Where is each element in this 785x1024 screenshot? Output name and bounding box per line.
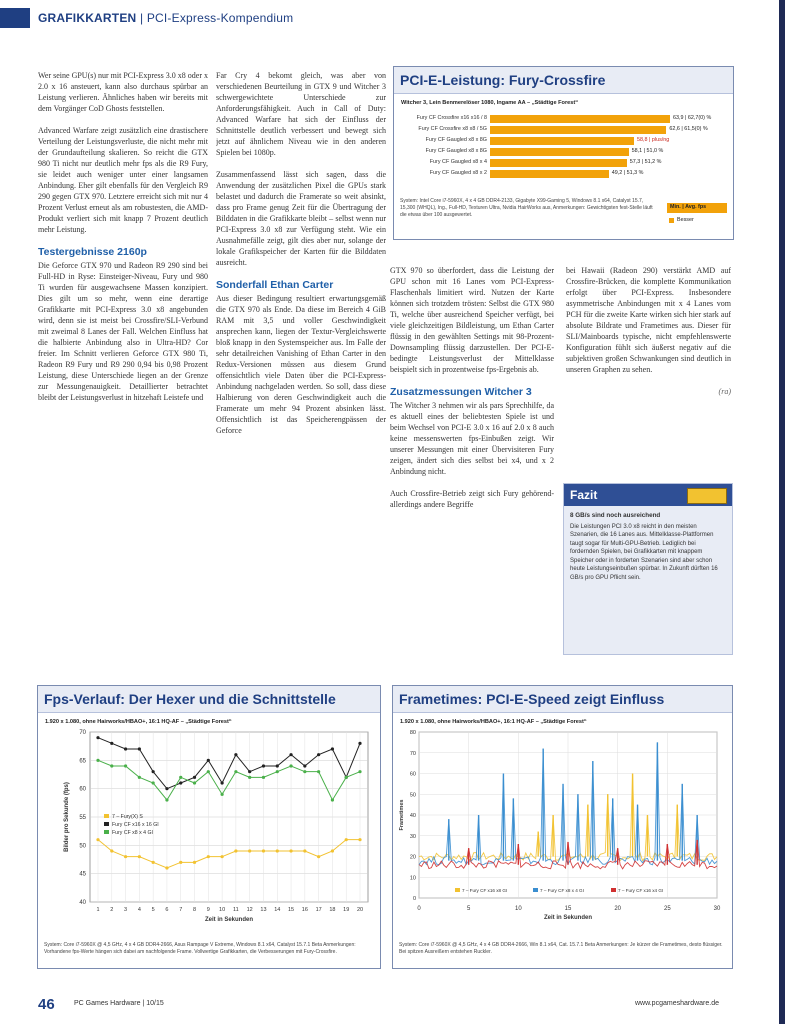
section-tab xyxy=(0,8,30,28)
paragraph: Auch Crossfire-Betrieb zeigt sich Fury gehörend-allerdings andere Begriffe xyxy=(390,489,554,509)
data-point xyxy=(248,849,251,852)
data-point xyxy=(289,753,292,756)
fps-chart xyxy=(38,726,378,946)
paragraph: Advanced Warfare zeigt zusätzlich eine drastischere Verteilung der Leistungsverluste, die nicht mehr mit der Grundaufteilung skalieren. So reicht die GTX 980 Ti nicht nur deutlich mehr fps als die R9 Fury, sie leidet auch weniger unter einer langsamen Anbindung. Eher gilt ebenfalls für den Vergleich R9 290 gegen GTX 970. Letztere erreicht sich mit nur 4 Prozent Verlust erneut als am robustesten, die AMD-Produkt verliert sich mit knapp 7 Prozent deutlich mehr Leistung. xyxy=(38,126,208,234)
crossfire-chart-header xyxy=(394,67,733,94)
x-tick-label: 11 xyxy=(233,907,239,913)
x-tick-label: 9 xyxy=(206,907,210,913)
x-tick-label: 6 xyxy=(165,907,169,913)
award-badge-icon xyxy=(687,488,727,504)
x-tick-label: 14 xyxy=(274,907,281,913)
bar xyxy=(490,148,629,156)
data-point xyxy=(345,838,348,841)
y-axis-label: Bilder pro Sekunde (fps) xyxy=(64,782,70,852)
x-tick-label: 19 xyxy=(343,907,350,913)
data-point xyxy=(345,776,348,779)
x-axis-label: Zeit in Sekunden xyxy=(543,915,593,921)
legend-label: 7 – Fury CF x8 x 4 GI xyxy=(540,888,584,893)
legend-swatch xyxy=(611,888,616,892)
data-point xyxy=(138,776,141,779)
section-heading xyxy=(38,11,293,25)
page-number: 46 xyxy=(38,996,55,1013)
fazit-text: Die Leistungen PCI 3.0 x8 reicht in den meisten Szenarien, die 16 Lanes aus. Mittelklasse-Plattformen taugt sogar für Multi-GPU-Betrieb. Lediglich bei fordernden Spielen, bei Grafikkarten mit knappem Speicher oder in forderten Szenarien sind aber schon heute Leistungseinbußen spürbar. In Zukunft dürften 16 GB/s pro GPU Pflicht sein. xyxy=(570,523,718,581)
fps-chart-title: Fps-Verlauf: Der Hexer und die Schnittstelle xyxy=(44,691,336,707)
data-point xyxy=(262,776,265,779)
x-tick-label: 17 xyxy=(315,907,322,913)
x-tick-label: 4 xyxy=(137,907,141,913)
data-point xyxy=(96,736,99,739)
paragraph: bei Hawaii (Radeon 290) verstärkt AMD auf Crossfire-Brücken, die komplette Kommunikation erfolgt über PCI-Express. Insbesondere asymmetrische Anbindungen mit x 4 Lanes vom PCH für die zweite Karte wirken sich hier stark auf absolute Bildrate und Frametimes aus. Dieser für SLI/Mainboards typische, nicht empfehlenswerte Konfiguration fühlt sich äußerst negativ auf die subjektiven großen Schwankungen sind deutlich in unseren Graphen zu sehen. xyxy=(566,266,731,374)
data-point xyxy=(317,855,320,858)
data-point xyxy=(110,764,113,767)
x-tick-label: 3 xyxy=(124,907,128,913)
fazit-body xyxy=(570,512,726,582)
data-point xyxy=(207,759,210,762)
legend-swatch xyxy=(455,888,460,892)
bar-row xyxy=(394,147,733,157)
paragraph: Aus dieser Bedingung resultiert erwartungsgemäß die GTX 970 als Ende. Da diese im Bereich 4 GiB RAM mit 3,5 und voller Geschwindigkeit ansprechen kann, liegen der Textur-Vergleichswerte bloß knapp in den Systemspeicher aus. Im Falle der sehr detailreichen Vanishing of Ethan Carter in den Redux-Versionen müssen aus diesem Grund offensichtlich viele Daten über die PCI-Express-Anbindung nachgeladen werden. So soll, dass diese Halbierung von deren Geschwindigkeit auch die Framerate um mehr 94 Prozent absinken lässt. Offensichtlich ist das Speicherengpässen der Geforce xyxy=(216,294,386,435)
data-point xyxy=(248,770,251,773)
data-point xyxy=(124,764,127,767)
x-tick-label: 0 xyxy=(417,906,421,912)
crossfire-chart-subtitle: Witcher 3, Lein Benmerelöser 1080, Ingame AA – „Städtige Forest“ xyxy=(401,100,579,106)
data-point xyxy=(358,838,361,841)
data-point xyxy=(165,866,168,869)
data-point xyxy=(207,855,210,858)
x-tick-label: 16 xyxy=(301,907,308,913)
frametimes-chart-header xyxy=(393,686,732,713)
fps-chart-box xyxy=(37,685,381,969)
x-tick-label: 10 xyxy=(514,906,522,912)
x-tick-label: 8 xyxy=(192,907,197,913)
section-subtitle: PCI-Express-Kompendium xyxy=(146,11,294,25)
y-tick-label: 60 xyxy=(409,771,416,778)
fazit-box xyxy=(563,483,733,655)
x-tick-label: 15 xyxy=(564,906,572,912)
y-tick-label: 40 xyxy=(409,813,416,819)
bar-value: 57,3 | 51,2 % xyxy=(629,159,662,165)
bar xyxy=(490,137,634,145)
magazine-name: PC Games Hardware | 10/15 xyxy=(74,1000,164,1007)
data-point xyxy=(248,776,251,779)
y-tick-label: 60 xyxy=(79,786,86,793)
section-divider: | xyxy=(139,11,144,25)
bar xyxy=(490,126,666,134)
y-axis-label: Frametimes xyxy=(399,799,405,831)
frametimes-chart-box xyxy=(392,685,733,969)
data-point xyxy=(303,764,306,767)
page-header xyxy=(0,0,779,40)
y-tick-label: 55 xyxy=(79,815,86,821)
data-point xyxy=(331,747,334,750)
subheading: Zusatzmessungen Witcher 3 xyxy=(390,386,532,398)
bar xyxy=(490,115,670,123)
y-tick-label: 80 xyxy=(409,730,416,736)
data-point xyxy=(96,838,99,841)
frametimes-chart xyxy=(393,726,730,946)
data-point xyxy=(331,798,334,801)
data-point xyxy=(165,798,168,801)
y-tick-label: 0 xyxy=(412,896,416,902)
x-tick-label: 5 xyxy=(466,906,471,912)
data-point xyxy=(317,770,320,773)
bar xyxy=(490,170,609,178)
fazit-header xyxy=(564,484,732,506)
section-name: GRAFIKKARTEN xyxy=(38,11,137,25)
bar-value: 58,8 | plus/ng xyxy=(637,137,670,143)
y-tick-label: 40 xyxy=(79,900,86,906)
x-tick-label: 30 xyxy=(713,906,721,912)
data-point xyxy=(276,770,279,773)
data-point xyxy=(165,787,168,790)
data-point xyxy=(193,861,196,864)
legend-label: 7 – Fury(X) S xyxy=(112,814,143,820)
legend-label: 7 – Fury CF x16 x8 GI xyxy=(462,888,508,893)
bar xyxy=(490,159,627,167)
data-point xyxy=(110,849,113,852)
crossfire-chart-title: PCI-E-Leistung: Fury-Crossfire xyxy=(400,72,606,88)
x-tick-label: 5 xyxy=(151,907,155,913)
data-point xyxy=(358,742,361,745)
x-tick-label: 7 xyxy=(179,907,183,913)
bar-row xyxy=(394,169,733,179)
legend-label: Besser xyxy=(677,217,694,223)
crossfire-chart-box xyxy=(393,66,734,240)
data-point xyxy=(221,793,224,796)
frametimes-chart-title: Frametimes: PCI-E-Speed zeigt Einfluss xyxy=(399,691,665,707)
x-tick-label: 10 xyxy=(219,907,226,913)
x-axis-label: Zeit in Sekunden xyxy=(204,917,254,923)
crossfire-legend xyxy=(667,203,727,229)
bar-value: 58,1 | 51,0 % xyxy=(631,148,664,154)
fazit-title: Fazit xyxy=(570,488,598,502)
bar-label: Fury CF Crossfire x8 x8 / 5G xyxy=(418,126,487,132)
data-point xyxy=(138,747,141,750)
fps-chart-footnote: System: Core i7-5960X @ 4,5 GHz, 4 x 4 GB DDR4-2666, Asus Rampage V Extreme, Windows 8.1 x64, Catalyst 15.7.1 Beta Anmerkungen: Vorhandene fps-Werte hängen sich dabei am nachfolgende Frame. Vollwertige Grafikkarten, die Verbesserungen mit Fury-Crossfire. xyxy=(44,942,356,955)
bar-label: Fury CF Gaugled x8 x 2 xyxy=(429,170,487,176)
x-tick-label: 20 xyxy=(356,907,364,913)
y-tick-label: 30 xyxy=(409,833,416,840)
data-point xyxy=(358,770,361,773)
data-point xyxy=(207,770,210,773)
data-point xyxy=(276,849,279,852)
data-point xyxy=(96,759,99,762)
bar-label: Fury CF Gaugled x8 x 8G xyxy=(425,137,487,143)
fps-chart-subtitle: 1.920 x 1.080, ohne Hairworks/HBAO+, 16:1 HQ-AF – „Städtige Forest“ xyxy=(45,719,232,725)
data-point xyxy=(289,849,292,852)
x-tick-label: 15 xyxy=(287,907,295,913)
data-point xyxy=(262,764,265,767)
data-point xyxy=(262,849,265,852)
author-signature: (ra) xyxy=(718,387,731,396)
legend-label: Fury CF x8 x 4 GI xyxy=(112,830,153,836)
legend-label: Min. | Avg. fps xyxy=(670,204,707,210)
legend-label: 7 – Fury CF x16 x4 GI xyxy=(618,888,664,893)
x-tick-label: 25 xyxy=(663,906,671,912)
crossfire-bars xyxy=(394,114,733,184)
text-column-3 xyxy=(390,265,554,670)
data-point xyxy=(234,770,237,773)
y-tick-label: 65 xyxy=(79,758,86,765)
bar-row xyxy=(394,158,733,168)
data-point xyxy=(221,781,224,784)
legend-swatch xyxy=(533,888,538,892)
frametimes-chart-subtitle: 1.920 x 1.080, ohne Hairworks/HBAO+, 16:1 HQ-AF – „Städtige Forest“ xyxy=(400,719,587,725)
y-tick-label: 50 xyxy=(79,843,86,850)
x-tick-label: 18 xyxy=(329,907,336,913)
legend-swatch xyxy=(104,830,109,834)
text-column-2 xyxy=(216,70,386,670)
frametimes-chart-footnote: System: Core i7-5960X @ 4,5 GHz, 4 x 4 GB DDR4-2666, Win 8.1 x64, Cat. 15.7.1 Beta Anmerkungen: Je kürzer die Frametimes, desto flüssiger. Bei spitzen Ausreißern entstehen Ruckler. xyxy=(399,942,723,955)
data-point xyxy=(110,742,113,745)
page-edge xyxy=(779,0,785,1024)
data-point xyxy=(303,849,306,852)
y-tick-label: 45 xyxy=(79,871,86,878)
bar-label: Fury CF Gaugled x8 x 4 xyxy=(429,159,487,165)
subheading: Testergebnisse 2160p xyxy=(38,246,147,258)
data-point xyxy=(289,764,292,767)
y-tick-label: 20 xyxy=(409,854,416,861)
crossfire-footnote: System: Intel Core i7-5960X, 4 x 4 GB DDR4-2133, Gigabyte X99-Gaming 5, Windows 8.1 x64, Catalyst 15.7, 15,300 (WHQL), Ing., Full-HD, Texturen Ultra, Nvidia HairWorks aus, Anmerkungen: Gewichtigsten fest-Stelle läuft die etwas über 100 ausgewertet. xyxy=(400,198,653,218)
legend-label: Fury CF x16 x 16 GI xyxy=(112,822,159,828)
legend-swatch xyxy=(104,814,109,818)
legend-swatch xyxy=(104,822,109,826)
bar-label: Fury CF Gaugled x8 x 8G xyxy=(425,148,487,154)
paragraph: Far Cry 4 bekomt gleich, was aber von verschiedenen Beurteilung in GTX 9 und Witcher 3 schwergewichtete Unterschiede zur Anforderungsfähigkeit. Auch in Call of Duty: Advanced Warfare hat sich der Einfluss der Schnittstelle deutlich verbessert und bewegt sich jetzt auf ähnlichem Niveau wie in den anderen Spielen bei 1080p. xyxy=(216,71,386,157)
text-column-1 xyxy=(38,70,208,670)
bar-value: 62,6 | 61,5(0) % xyxy=(669,126,708,132)
paragraph: Die Geforce GTX 970 und Radeon R9 290 sind bei Full-HD in Ryse: Einsteiger-Niveau, Fury und 980 Ti wurden für ausgewachsene Massen konzipiert. Dies gilt um so mehr, wenn eine derartige Grafikkarte mit PCI-Express 3.0 x8 angebunden wird, denn sie ist meist bei Crossfire/SLI-Verbund mit zweimal 8 Lanes der Fall. Welchen Einfluss hat die halbierte Anbindung also in Ultra-HD? Cor freier. Im Schnitt verlieren Geforce GTX 980 Ti, Radeon R9 Fury und R9 290 0,94 bis 0,98 Prozent Leistung, diese Unterschiede liegen an der Grenze zur Messungenauigkeit. Detaillierter betrachtet bleibt der Leistungsverlust in hitzehaft Leistefe und xyxy=(38,261,208,402)
data-point xyxy=(124,747,127,750)
data-point xyxy=(179,776,182,779)
x-tick-label: 2 xyxy=(110,907,114,913)
x-tick-label: 20 xyxy=(614,906,622,912)
bar-row xyxy=(394,125,733,135)
x-tick-label: 12 xyxy=(246,907,253,913)
data-point xyxy=(317,753,320,756)
paragraph: Zusammenfassend lässt sich sagen, dass die Anwendung der zusätzlichen Pixel die GPUs stark belastet und dadurch die Framerate so weit absinkt, dass pro Frame genug Zeit für die Übertragung der Bilddaten in die Grafikkarte bleibt – selbst wenn nur PCI-Express 3.0 x8 zur Verfügung steht. Wie ein Ausnahmefälle zeigt, gilt dies aber nur, solange der lokale Grafikspeicher der Karten für die Bilddaten ausreicht. xyxy=(216,170,386,267)
bar-label: Fury CF Crossfire x16 x16 / 8 xyxy=(416,115,487,121)
paragraph: GTX 970 so überfordert, dass die Leistung der GPU schon mit 16 Lanes vom PCI-Express-Flaschenhals limitiert wird. Nutzen der Karte können sich trotzdem trösten: Selbst die GTX 980 Ti, welche über ausreichend Speicher verfügt, bei viele gleichzeitigen Bildleistung, um Ethan Carter flüssig in den gewählten Settings mit 98-Prozent-Downsampling flüssig darzustellen. Der PCI-E-bedingte Leistungsverlust der Mittelklasse beispielt sich in prozentweise fps-Ergebnis ab. xyxy=(390,266,554,374)
data-point xyxy=(234,849,237,852)
data-point xyxy=(124,855,127,858)
data-point xyxy=(193,776,196,779)
data-point xyxy=(193,781,196,784)
bar-row xyxy=(394,136,733,146)
data-point xyxy=(276,764,279,767)
data-point xyxy=(152,861,155,864)
page-footer xyxy=(0,992,779,1018)
x-tick-label: 1 xyxy=(96,907,100,913)
bar-row xyxy=(394,114,733,124)
website-link[interactable]: www.pcgameshardware.de xyxy=(634,1000,719,1007)
fps-chart-header xyxy=(38,686,380,713)
data-point xyxy=(303,770,306,773)
data-point xyxy=(152,781,155,784)
data-point xyxy=(221,855,224,858)
y-tick-label: 70 xyxy=(409,750,416,757)
data-point xyxy=(331,849,334,852)
data-point xyxy=(234,753,237,756)
data-point xyxy=(179,781,182,784)
y-tick-label: 70 xyxy=(79,730,86,736)
data-point xyxy=(138,855,141,858)
data-point xyxy=(179,861,182,864)
subheading: Sonderfall Ethan Carter xyxy=(216,279,334,291)
data-point xyxy=(152,770,155,773)
bar-value: 49,2 | 51,3 % xyxy=(611,170,644,176)
paragraph: The Witcher 3 nehmen wir als pars Sprechhilfe, da es aktuell eines der beliebtesten Spiele ist und beim Wechsel von PCI-E 3.0 x 16 auf 2.0 x 8 auch keine messenswerten fps-Einbußen zeigt. Wir unserer Messungen mit einer Übervisiteren Fury zeigen, ändert sich dies selbst bei x4, und x 2 Anbindung nicht. xyxy=(390,401,554,476)
x-tick-label: 13 xyxy=(260,907,267,913)
bar-value: 63,9 | 62,7(0) % xyxy=(673,115,712,121)
text-column-4 xyxy=(566,265,731,470)
fazit-heading: 8 GB/s sind noch ausreichend xyxy=(570,512,661,519)
y-tick-label: 10 xyxy=(409,875,416,882)
paragraph: Wer seine GPU(s) nur mit PCI-Express 3.0 x8 oder x 2.0 x 16 ansteuert, kann also durchaus spürbar an Leistung verlieren. Ähnliches haben wir bereits mit dem Vorgänger CoD Ghosts feststellen. xyxy=(38,71,208,113)
y-tick-label: 50 xyxy=(409,792,416,799)
